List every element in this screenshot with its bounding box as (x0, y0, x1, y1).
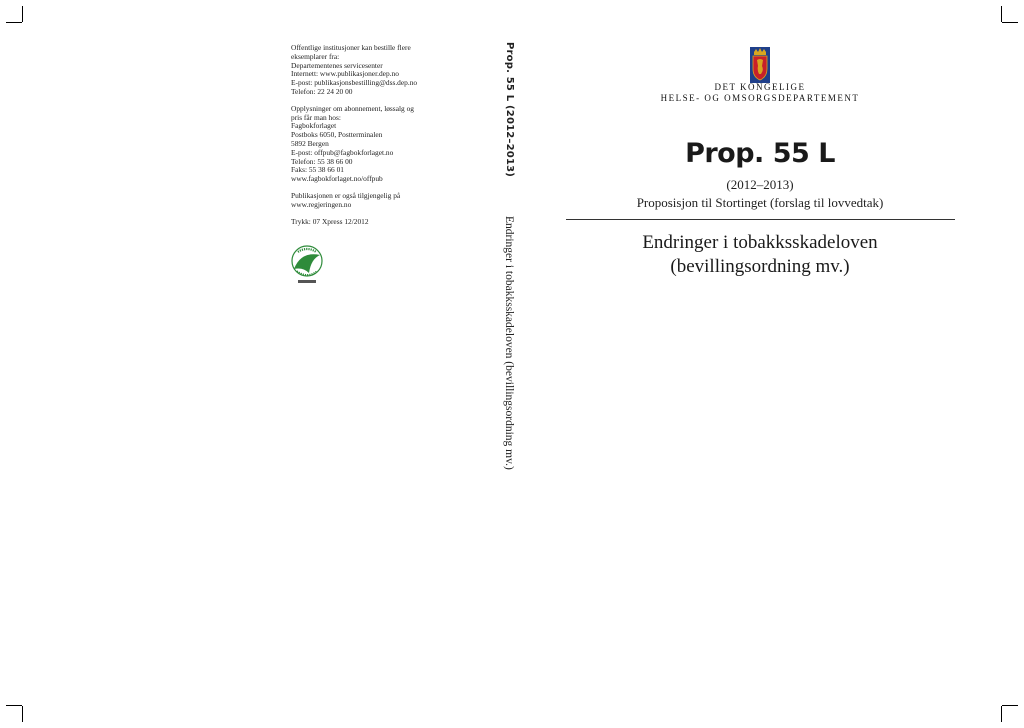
title-divider (566, 219, 955, 220)
crop-mark (1001, 6, 1002, 22)
back-cover-info (291, 44, 481, 234)
online-line: Publikasjonen er også tilgjengelig på (291, 190, 401, 200)
print-line: Trykk: 07 Xpress 12/2012 (291, 216, 369, 226)
subscription-line: Faks: 55 38 66 01 (291, 165, 344, 175)
crop-mark (1002, 705, 1018, 706)
subscription-line: Postboks 6050, Postterminalen (291, 130, 383, 140)
ordering-line: eksemplarer fra: (291, 51, 340, 61)
ordering-line: Departementenes servicesenter (291, 60, 383, 70)
crop-mark (6, 705, 22, 706)
spine-title: Endringer i tobakksskadeloven (bevillingsordning mv.) (503, 216, 515, 470)
proposition-number: Prop. 55 L (685, 138, 835, 169)
crop-mark (1001, 706, 1002, 722)
ordering-line: E-post: publikasjonsbestilling@dss.dep.no (291, 78, 418, 88)
crop-mark (22, 706, 23, 722)
crop-mark (6, 22, 22, 23)
subscription-line: E-post: offpub@fagbokforlaget.no (291, 147, 394, 157)
subscription-info (291, 105, 481, 184)
department-name-line2: HELSE- OG OMSORGSDEPARTEMENT (660, 93, 860, 103)
document-subtitle: Proposisjon til Stortinget (forslag til lovvedtak) (636, 195, 884, 210)
online-line: www.regjeringen.no (291, 199, 352, 209)
swan-eco-label-icon (289, 243, 325, 287)
subscription-line: 5892 Bergen (291, 138, 329, 148)
online-info (291, 192, 481, 210)
ordering-line: Telefon: 22 24 20 00 (291, 86, 353, 96)
subscription-line: www.fagbokforlaget.no/offpub (291, 174, 383, 184)
print-info (291, 218, 481, 227)
ordering-info (291, 44, 481, 97)
title-line: Endringer i tobakksskadeloven (642, 232, 878, 253)
department-name-line1: DET KONGELIGE (714, 82, 806, 92)
crop-mark (1002, 22, 1018, 23)
document-title (580, 231, 940, 279)
subscription-line: pris får man hos: (291, 112, 341, 122)
subscription-line: Fagbokforlaget (291, 121, 337, 131)
crop-mark (22, 6, 23, 22)
ordering-line: Offentlige institusjoner kan bestille flere (291, 43, 411, 52)
subscription-line: Opplysninger om abonnement, løssalg og (291, 103, 414, 113)
ordering-line: Internett: www.publikasjoner.dep.no (291, 69, 399, 79)
subscription-line: Telefon: 55 38 66 00 (291, 156, 353, 166)
royal-crest-icon (740, 44, 780, 84)
title-line: (bevillingsordning mv.) (670, 256, 850, 277)
spine-number: Prop. 55 L (2012–2013) (504, 42, 515, 178)
session-years: (2012–2013) (726, 177, 794, 192)
